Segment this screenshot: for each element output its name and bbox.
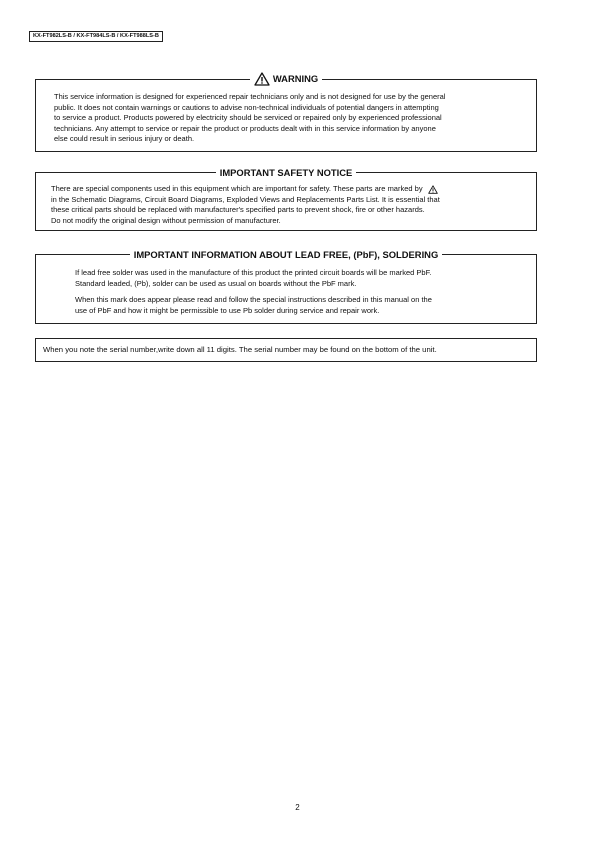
warning-triangle-icon [254,72,270,86]
lead-free-box [35,249,537,324]
serial-number-note-box [35,338,537,362]
warning-text [54,92,524,145]
safety-notice-line-text: There are special components used in this equipment which are important for safety. These parts are marked by [51,184,423,193]
safety-notice-line: in the Schematic Diagrams, Circuit Board Diagrams, Exploded Views and Replacements Parts List. It is essential that [51,194,440,204]
warning-triangle-icon [428,185,438,194]
warning-line: else could result in serious injury or death. [54,134,195,144]
warning-title: WARNING [272,73,319,84]
safety-notice-text [51,184,524,226]
lead-free-line: use of PbF and how it might be permissible to use Pb solder during service and repair work. [75,305,380,315]
lead-free-line: If lead free solder was used in the manufacture of this product the printed circuit boards will be marked PbF. [75,268,432,277]
serial-number-note: When you note the serial number,write down all 11 digits. The serial number may be found on the bottom of the unit. [43,345,437,354]
lead-free-line: When this mark does appear please read and follow the special instructions described in this manual on the [75,295,432,305]
warning-line: to service a product. Products powered by electricity should be serviced or repaired only by experienced professional [54,113,442,123]
safety-notice-box [35,167,537,231]
safety-notice-line: Do not modify the original design without permission of manufacturer. [51,215,281,225]
safety-notice-title-bar [36,165,536,180]
lead-free-line: Standard leaded, (Pb), solder can be used as usual on boards without the PbF mark. [75,278,357,288]
warning-line: This service information is designed for experienced repair technicians only and is not designed for use by the general [54,92,446,101]
warning-title-bar [36,72,536,89]
lead-free-title-bar [36,247,536,262]
warning-line: public. It does not contain warnings or cautions to advise non-technical individuals of potential dangers in attempting [54,102,439,112]
warning-line: technicians. Any attempt to service or repair the product or products dealt with in this service information by anyone [54,123,436,133]
lead-free-paragraph [75,295,516,316]
safety-notice-title: IMPORTANT SAFETY NOTICE [216,166,356,180]
lead-free-title: IMPORTANT INFORMATION ABOUT LEAD FREE, (PbF), SOLDERING [130,248,443,262]
lead-free-paragraph [75,268,516,289]
lead-free-text [75,268,516,316]
warning-box [35,73,537,152]
page-number: 2 [295,803,300,812]
safety-notice-line [51,184,524,195]
model-number-tag: KX-FT982LS-B / KX-FT984LS-B / KX-FT988LS-B [29,31,163,42]
safety-notice-line: these critical parts should be replaced with manufacturer's specified parts to prevent shock, fire or other hazards. [51,205,425,215]
